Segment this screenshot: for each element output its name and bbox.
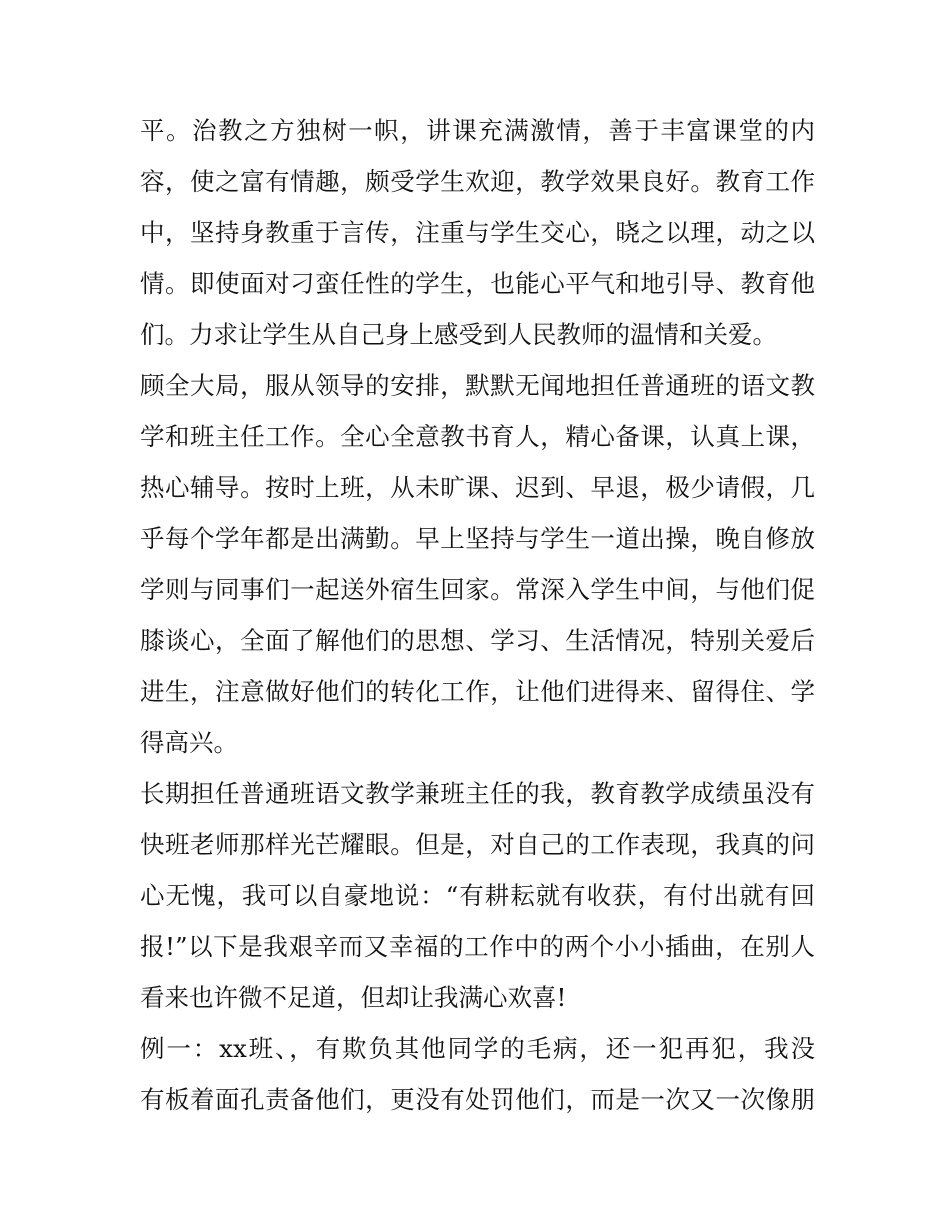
text-line: 乎每个学年都是出满勤。早上坚持与学生一道出操，晚自修放 — [140, 524, 815, 553]
text-line: 热心辅导。按时上班，从未旷课、迟到、早退，极少请假，几 — [140, 473, 815, 502]
text-line: 长期担任普通班语文教学兼班主任的我，教育教学成绩虽没有 — [140, 779, 815, 808]
text-line: 例一：xx班、，有欺负其他同学的毛病，还一犯再犯，我没 — [140, 1034, 815, 1063]
body-text — [140, 105, 815, 1125]
text-line: 报!”以下是我艰辛而又幸福的工作中的两个小小插曲，在别人 — [140, 932, 815, 961]
text-line: 看来也许微不足道，但却让我满心欢喜! — [140, 983, 567, 1012]
text-line: 有板着面孔责备他们，更没有处罚他们，而是一次又一次像朋 — [140, 1085, 815, 1114]
text-line: 容，使之富有情趣，颇受学生欢迎，教学效果良好。教育工作 — [140, 167, 815, 196]
text-line: 学和班主任工作。全心全意教书育人，精心备课，认真上课， — [140, 422, 815, 451]
text-line: 快班老师那样光芒耀眼。但是，对自己的工作表现，我真的问 — [140, 830, 815, 859]
text-line: 中，坚持身教重于言传，注重与学生交心，晓之以理，动之以 — [140, 218, 815, 247]
text-line: 们。力求让学生从自己身上感受到人民教师的温情和关爱。 — [140, 320, 777, 349]
text-line: 得高兴。 — [140, 728, 238, 757]
text-line: 情。即使面对刁蛮任性的学生，也能心平气和地引导、教育他 — [140, 269, 815, 298]
text-line: 学则与同事们一起送外宿生回家。常深入学生中间，与他们促 — [140, 575, 815, 604]
text-line: 顾全大局，服从领导的安排，默默无闻地担任普通班的语文教 — [140, 371, 815, 400]
text-line: 进生，注意做好他们的转化工作，让他们进得来、留得住、学 — [140, 677, 815, 706]
text-line: 膝谈心，全面了解他们的思想、学习、生活情况，特别关爱后 — [140, 626, 815, 655]
text-line: 平。治教之方独树一帜，讲课充满激情，善于丰富课堂的内 — [140, 116, 815, 145]
text-line: 心无愧，我可以自豪地说：“有耕耘就有收获，有付出就有回 — [140, 881, 815, 910]
